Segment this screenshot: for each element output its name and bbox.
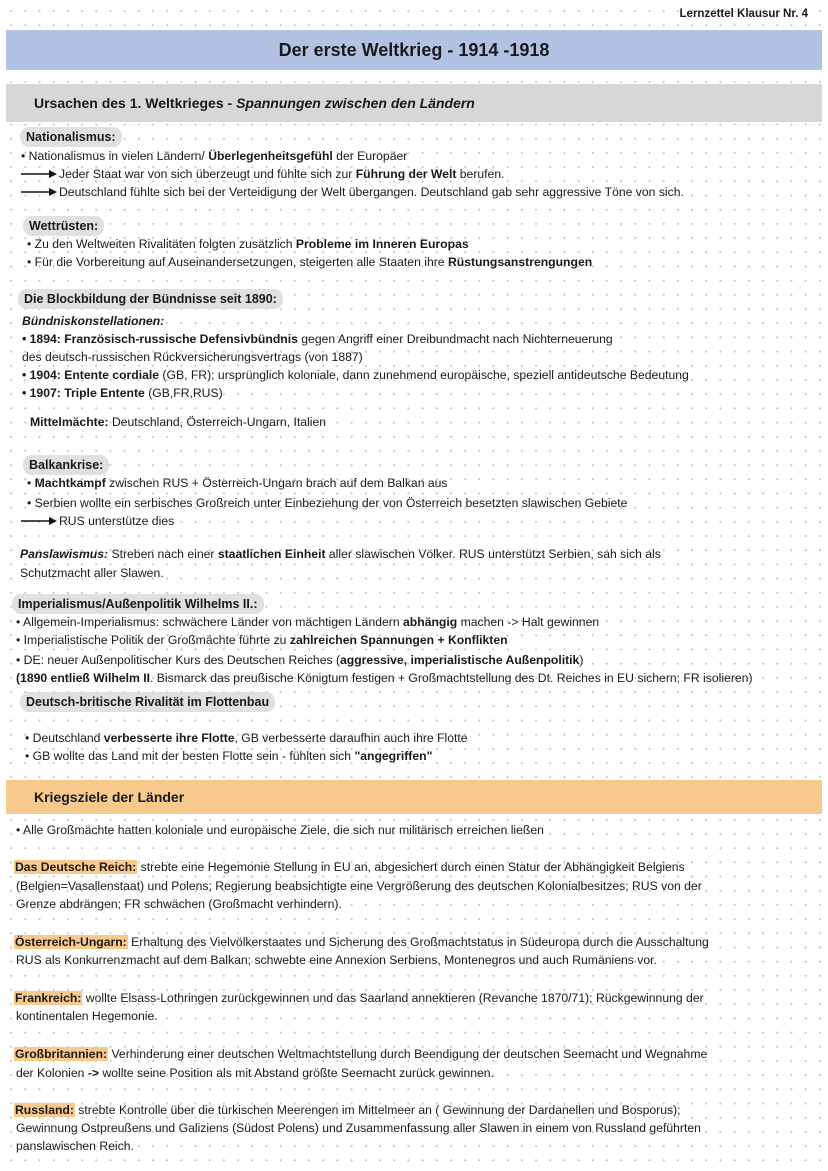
text-line: Jeder Staat war von sich überzeugt und fühlte sich zur Führung der Welt berufen. (21, 165, 505, 183)
right-arrow-icon (21, 516, 57, 526)
text-line: • Serbien wollte ein serbisches Großreich unter Einbeziehung der von Österreich besetzten slawischen Gebiete (27, 496, 628, 510)
text-line: • 1907: Triple Entente (GB,FR,RUS) (22, 386, 223, 400)
section-heading-text: Ursachen des 1. Weltkrieges - (34, 95, 237, 111)
text-line: der Kolonien -> wollte seine Position als mit Abstand größte Seemacht zurück gewinnen. (16, 1066, 494, 1080)
nationalismus-heading: Nationalismus: (20, 127, 122, 147)
text-line: Grenze abdrängen; FR schwächen (Großmacht verhindern). (16, 897, 342, 911)
text-line: Frankreich: wollte Elsass-Lothringen zurückgewinnen und das Saarland annektieren (Revanche 1870/71); Rückgewinnung der (15, 991, 704, 1005)
blockbildung-heading: Die Blockbildung der Bündnisse seit 1890: (18, 289, 283, 309)
text-line: (Belgien=Vasallenstaat) und Polens; Regierung beabsichtigte eine Vergrößerung des deutschen Kolonialbesitzes; RUS von der (16, 879, 702, 893)
text-line: Das Deutsche Reich: strebte eine Hegemonie Stellung in EU an, abgesichert durch einen Statur der Abhängigkeit Belgiens (15, 860, 685, 874)
text-line: RUS unterstütze dies (21, 512, 174, 530)
text-line: Österreich-Ungarn: Erhaltung des Vielvölkerstaates und Sicherung des Großmachtstatus in Südeuropa durch die Ausschaltung (15, 935, 709, 949)
text-line: • Für die Vorbereitung auf Auseinandersetzungen, steigerten alle Staaten ihre Rüstungsanstrengungen (27, 255, 593, 269)
section-heading (34, 84, 475, 122)
text-line: • Allgemein-Imperialismus: schwächere Länder von mächtigen Ländern abhängig machen -> Halt gewinnen (16, 615, 600, 629)
text-line: • Nationalismus in vielen Ländern/ Überlegenheitsgefühl der Europäer (21, 149, 408, 163)
text-line: (1890 entließ Wilhelm II. Bismarck das preußische Königtum festigen + Großmachtstellung des Dt. Reiches in EU sichern; FR isolieren) (16, 671, 753, 685)
balkankrise-heading: Balkankrise: (23, 455, 109, 475)
text-line: • GB wollte das Land mit der besten Flotte sein - fühlten sich "angegriffen" (25, 749, 433, 763)
text-line: • Deutschland verbesserte ihre Flotte, GB verbesserte daraufhin auch ihre Flotte (25, 731, 468, 745)
imperialismus-heading: Imperialismus/Außenpolitik Wilhelms II.: (12, 594, 264, 614)
text-line: Panslawismus: Streben nach einer staatlichen Einheit aller slawischen Völker. RUS unterstützt Serbien, sah sich als (20, 547, 661, 561)
text-line: Russland: strebte Kontrolle über die türkischen Meerengen im Mittelmeer an ( Gewinnung der Dardanellen und Bosporus); (15, 1103, 681, 1117)
text-line: • 1904: Entente cordiale (GB, FR); ursprünglich koloniale, dann zunehmend europäische, speziell antideutsche Bedeutung (22, 368, 689, 382)
right-arrow-icon (21, 187, 57, 197)
country-label: Das Deutsche Reich: (15, 860, 137, 874)
text-line: • Machtkampf zwischen RUS + Österreich-Ungarn brach auf dem Balkan aus (27, 476, 448, 490)
text-line: Mittelmächte: Deutschland, Österreich-Ungarn, Italien (30, 415, 327, 429)
text-line: Gewinnung Ostpreußens und Galiziens (Südost Polens) und Zusammenfassung aller Slawen in einem von Russland geführten (16, 1121, 701, 1135)
text-line: RUS als Konkurrenzmacht auf dem Balkan; schwebte eine Annexion Serbiens, Montenegros und auch Rumäniens vor. (16, 953, 657, 967)
right-arrow-icon (21, 169, 57, 179)
flottenbau-heading: Deutsch-britische Rivalität im Flottenbau (20, 692, 275, 712)
country-label: Österreich-Ungarn: (15, 935, 127, 949)
text-line: • 1894: Französisch-russische Defensivbündnis gegen Angriff einer Dreibundmacht nach Nichterneuerung (22, 332, 613, 346)
text-line: des deutsch-russischen Rückversicherungsvertrags (von 1887) (22, 350, 363, 364)
country-label: Russland: (15, 1103, 74, 1117)
subheading: Bündniskonstellationen: (22, 314, 165, 328)
section-heading: Kriegsziele der Länder (34, 789, 185, 805)
text-line: Deutschland fühlte sich bei der Verteidigung der Welt übergangen. Deutschland gab sehr aggressive Töne von sich. (21, 183, 684, 201)
wettruesten-heading: Wettrüsten: (23, 216, 104, 236)
text-line: • Imperialistische Politik der Großmächte führte zu zahlreichen Spannungen + Konflikten (16, 633, 508, 647)
text-line: Schutzmacht aller Slawen. (20, 566, 164, 580)
text-line: • DE: neuer Außenpolitischer Kurs des Deutschen Reiches (aggressive, imperialistische Außenpolitik) (16, 653, 584, 667)
text-line: • Zu den Weltweiten Rivalitäten folgten zusätzlich Probleme im Inneren Europas (27, 237, 469, 251)
text-line: panslawischen Reich. (16, 1139, 134, 1153)
corner-label: Lernzettel Klausur Nr. 4 (679, 8, 808, 20)
country-label: Frankreich: (15, 991, 82, 1005)
section-heading-italic: Spannungen zwischen den Ländern (236, 95, 475, 111)
text-line: Großbritannien: Verhinderung einer deutschen Weltmachtstellung durch Beendigung der deutschen Seemacht und Wegnahme (15, 1047, 708, 1061)
page-title: Der erste Weltkrieg - 1914 -1918 (278, 40, 550, 60)
country-label: Großbritannien: (15, 1047, 108, 1061)
text-line: kontinentalen Hegemonie. (16, 1009, 158, 1023)
text-line: • Alle Großmächte hatten koloniale und europäische Ziele, die sich nur militärisch erreichen ließen (16, 823, 544, 837)
